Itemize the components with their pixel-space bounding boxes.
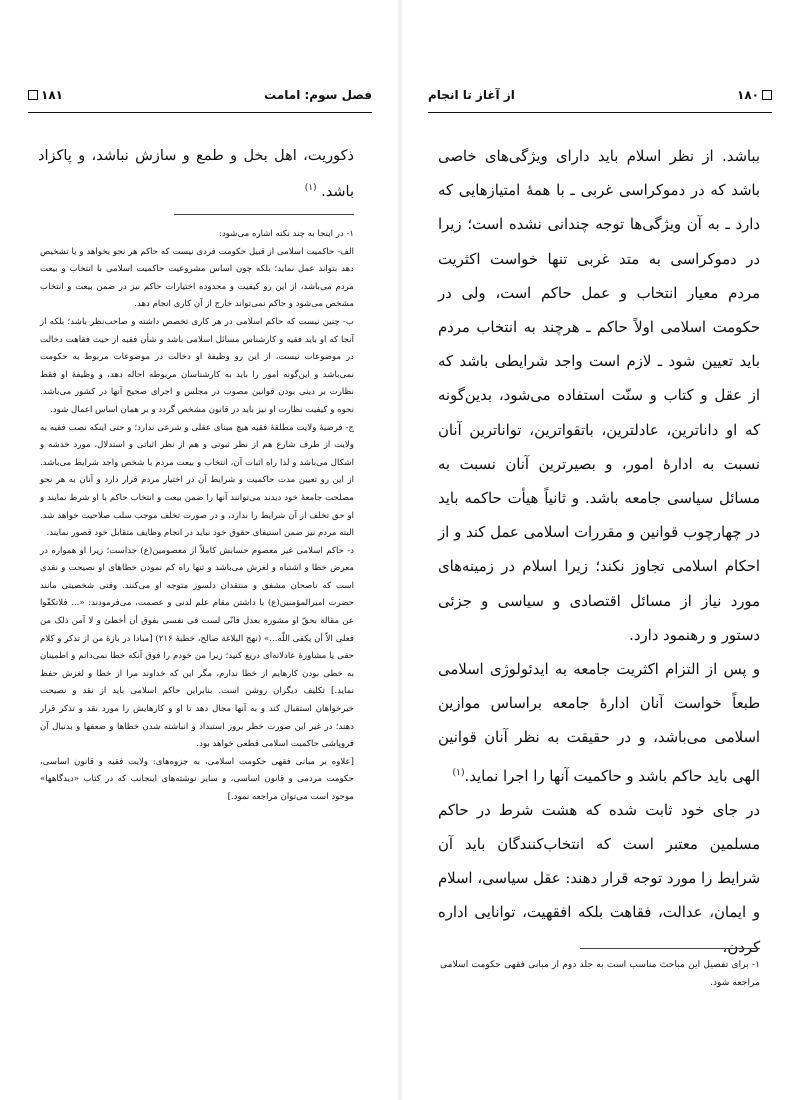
left-footnote-divider <box>174 214 354 215</box>
page-marker-icon <box>28 90 38 100</box>
left-page-number-text: ۱۸۱ <box>41 88 63 102</box>
footnote-paragraph: ۱- در اینجا به چند نکته اشاره می‌شود: <box>219 229 354 239</box>
footnote-paragraph: ج- فرضیهٔ ولایت مطلقهٔ فقیه هیچ مبنای عقلی و شرعی ندارد؛ و حتی اینکه نصب فقیه به ولایت از طرف شارع هم از نظر ثبوتی و هم از نظر اثباتی و استدلال، مورد خدشه و اشکال می‌باشد و لذا راه اثبات آن، انتخاب و بیعت مردم با شخص واجد شرایط می‌باشد. از این رو تعیین مدت حاکمیت و شرایط آن در اختیار مردم قرار دارد و آنان به هر نحو مصلحت جامعهٔ خود دیدند می‌توانند آنها را ضمن بیعت و انتخاب حاکم با او شرط نمایند و او حق تخلف از آن شرایط را ندارد، و در صورت تخلف موجب سلب صلاحیت خواهد شد. البته مردم نیز ضمن استیفای حقوق خود نباید در انجام وظایف متقابل خود قصور نمایند. <box>40 422 354 539</box>
body-paragraph <box>438 653 760 794</box>
footnote-paragraph: د- حاکم اسلامی غیر معصوم حسابش کاملاً از معصومین(ع) جداست؛ زیرا او همواره در معرض خطا و اشتباه و لغزش می‌باشد و تنها راه کم نمودن خطاهای او نصیحت و نقدی است که ناصحان مشفق و منتقدان دلسوز متوجه او می‌کنند. وقتی شخصیتی مانند حضرت امیرالمؤمنین(ع) با داشتن مقام علم لدنی و عصمت، می‌فرمودند: «... فلاتکفّوا عن مقالة بحقّ او مشورة بعدل فانّی لست فی نفسی بفوق أن أخطئ و لا آمن ذلک من فعلی الاّ أن یکفی اللّه...» (نهج البلاغة صالح، خطبهٔ ۲۱۶) [مبادا در بازهٔ من از تذکر و کلام حقی یا مشاورهٔ عادلانه‌ای دریغ کنید؛ زیرا من خودم را فوق آنکه خطا نمی‌دانم و اطمینان به خطی بودن کارهایم از خطا ندارم، مگر این که خداوند مرا از خطا و لغزش حفظ نماید.] تکلیف دیگران روشن است. بنابراین حاکم اسلامی باید از نقد و نصیحت خیرخواهان استقبال کند و به آنها مجال دهد تا او و کارهایش را مورد نقد و تذکر قرار دهند؛ در غیر این صورت خطر بروز استبداد و انباشته شدن خطاها و ضعفها و بدنبال آن فروپاشی حاکمیت اسلامی قطعی خواهد بود. <box>40 545 354 750</box>
body-paragraph: در جای خود ثابت شده که هشت شرط در حاکم مسلمین معتبر است که انتخاب‌کنندگان باید آن شرایط را مورد توجه قرار دهند: عقل سیاسی، اسلام و ایمان، عدالت، فقاهت بلکه افقهیت، توانایی اداره کردن، <box>438 801 760 956</box>
right-page-number-text: ۱۸۰ <box>737 88 759 102</box>
left-page-number <box>28 88 63 102</box>
left-body-line: ذکوریت، اهل بخل و طمع و سازش نباشد، و پاکزاد باشد. <box>38 148 354 200</box>
body-paragraph: بباشد. از نظر اسلام باید دارای ویژگی‌های خاصی باشد که در دموکراسی غربی ـ با همهٔ امتیازهایی که دارد ـ به آن ویژگی‌ها توجه چندانی نشده است؛ زیرا در دموکراسی به متد غربی تنها خواست اکثریت مردم معیار انتخاب و عمل حاکم است، ولی در حکومت اسلامی اولاً حاکم ـ هرچند به انتخاب مردم باید تعیین شود ـ لازم است واجد شرایطی باشد که از عقل و کتاب و سنّت استفاده می‌شود، بدین‌گونه که او داناترین، عادلترین، باتقواترین، تواناترین آنان نسبت به ادارهٔ امور، و بصیرترین آنان نسبت به مسائل سیاسی جامعه باشد. و ثانیاً هیأت حاکمه باید در چهارچوب قوانین و مقررات اسلامی عمل کند و از احکام اسلامی تجاوز نکند؛ زیرا اسلام در زمینه‌های مورد نیاز از مسائل اقتصادی و سیاسی و جزئی دستور و رهنمود دارد. <box>438 148 760 644</box>
footnote-reference: (۱) <box>304 183 317 193</box>
right-footnotes <box>440 956 760 992</box>
right-page-header <box>428 88 772 108</box>
left-running-title: فصل سوم: امامت <box>264 88 372 102</box>
right-page-number <box>737 88 772 102</box>
footnote-paragraph: [علاوه بر مبانی فقهی حکومت اسلامی، به جزوه‌های: ولایت فقیه و قانون اساسی، حکومت مردمی و قانون اساسی، و سایر نوشته‌های اینجانب که در کتاب «دیدگاهها» موجود است می‌توان مراجعه نمود.] <box>40 756 354 802</box>
left-body-text <box>38 140 354 208</box>
right-page <box>400 0 800 1100</box>
left-footnotes <box>40 226 354 807</box>
footnote-reference: (۱) <box>452 766 465 778</box>
body-paragraph-text: و پس از التزام اکثریت جامعه به ایدئولوژی اسلامی طبعاً خواست آنان ادارهٔ جامعه براساس موازین اسلامی می‌باشد، و در حقیقت به نظر آنان قوانین الهی باید حاکم باشد و حاکمیت آنها را اجرا نماید. <box>438 661 760 785</box>
page-marker-icon <box>762 90 772 100</box>
footnote-paragraph: الف- حاکمیت اسلامی از قبیل حکومت فردی نیست که حاکم هر نحو بخواهد و یا تشخیص دهد بتواند عمل نماید؛ بلکه چون اساس مشروعیت حاکمیت اسلامی با انتخاب و بیعت مردم می‌باشد، از این رو کیفیت و محدوده اختیارات حاکم نیز در ضمن بیعت و انتخاب مشخص می‌شود و حاکم نمی‌تواند خارج از آن کاری انجام دهد. <box>40 246 354 310</box>
right-running-title: از آغاز تا انجام <box>428 88 515 102</box>
footnote-paragraph: ۱- برای تفصیل این مباحث مناسب است به جلد دوم از مبانی فقهی حکومت اسلامی مراجعه شود. <box>440 959 760 988</box>
footnote-paragraph: ب- چنین نیست که حاکم اسلامی در هر کاری تخصص داشته و صاحب‌نظر باشد؛ بلکه از آنجا که او باید فقیه و کارشناس مسائل اسلامی باشد و شأن فقیه از حیث فقاهت دخالت در موضوعات نیست، از این رو وظیفهٔ او دخالت در موضوعات مربوط به حکومت نمی‌باشد و این‌گونه امور را باید به کارشناسان مربوطه احاله دهد، و وظیفهٔ او فقط نظارت بر دینی بودن قوانین مصوب در مجلس و اجرای صحیح آنها در کشور می‌باشد. نحوه و کیفیت نظارت او نیز باید در قانون مشخص گردد و بر همان اساس اعمال شود. <box>40 316 354 415</box>
right-body-text <box>438 140 760 965</box>
left-header-rule <box>28 112 372 113</box>
left-page-header <box>28 88 372 108</box>
right-header-rule <box>428 112 772 113</box>
right-footnote-divider <box>580 948 760 949</box>
